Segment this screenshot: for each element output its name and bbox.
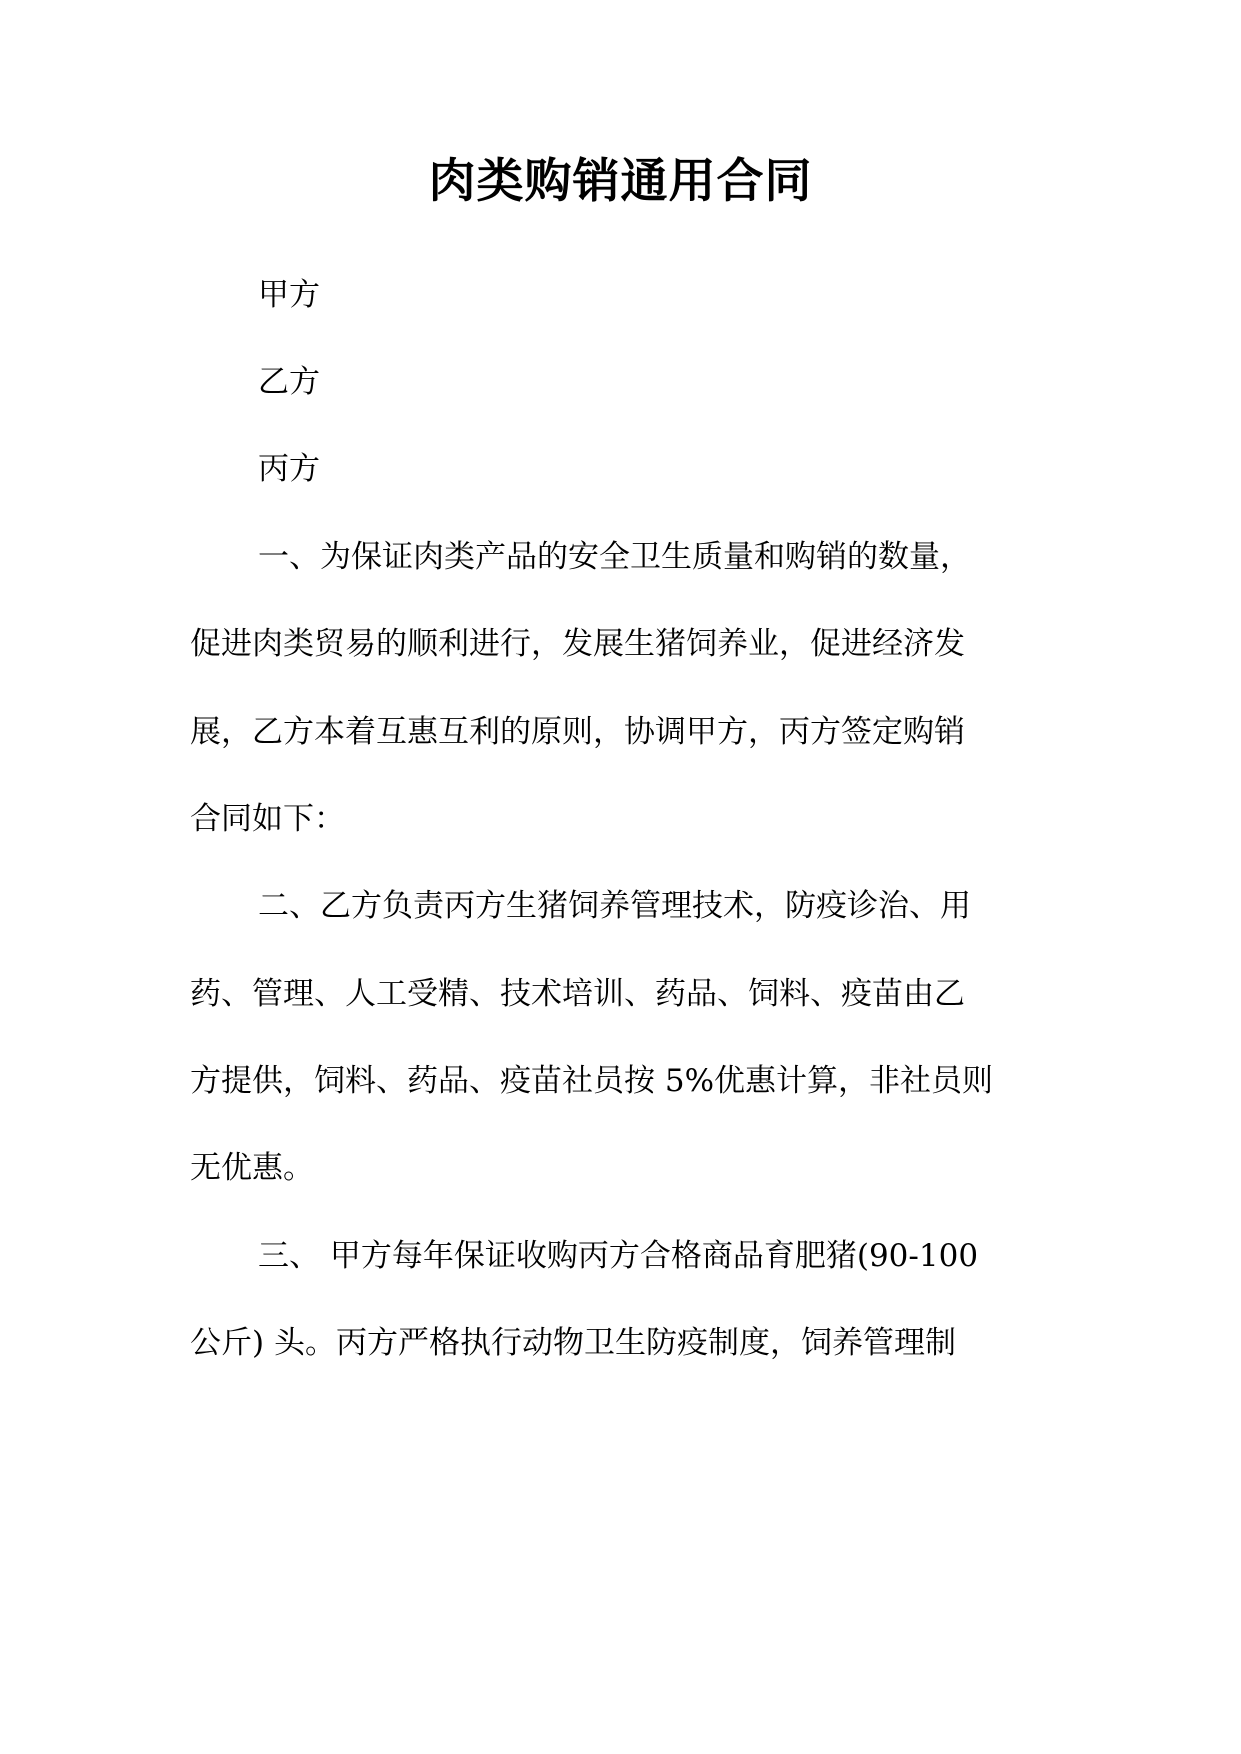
paragraph-1-line-4: 合同如下： [190,801,345,837]
party-a-label: 甲方 [258,277,320,313]
paragraph-2-line-2: 药、管理、人工受精、技术培训、药品、饲料、疫苗由乙 [190,976,965,1012]
paragraph-3-line-2: 公斤) 头。丙方严格执行动物卫生防疫制度，饲养管理制 [190,1325,956,1361]
paragraph-3-line-1: 三、 甲方每年保证收购丙方合格商品育肥猪(90-100 [258,1238,979,1274]
paragraph-1-line-2: 促进肉类贸易的顺利进行，发展生猪饲养业，促进经济发 [190,626,965,662]
paragraph-1-line-3: 展，乙方本着互惠互利的原则，协调甲方，丙方签定购销 [190,714,965,750]
paragraph-1-line-1: 一、为保证肉类产品的安全卫生质量和购销的数量， [258,539,971,575]
party-c-label: 丙方 [258,451,320,487]
paragraph-2-line-1: 二、乙方负责丙方生猪饲养管理技术，防疫诊治、用 [258,888,971,924]
paragraph-2-line-4: 无优惠。 [190,1150,314,1186]
document-title: 肉类购销通用合同 [428,154,813,209]
paragraph-2-line-3: 方提供，饲料、药品、疫苗社员按 5%优惠计算，非社员则 [190,1063,994,1099]
party-b-label: 乙方 [258,364,320,400]
